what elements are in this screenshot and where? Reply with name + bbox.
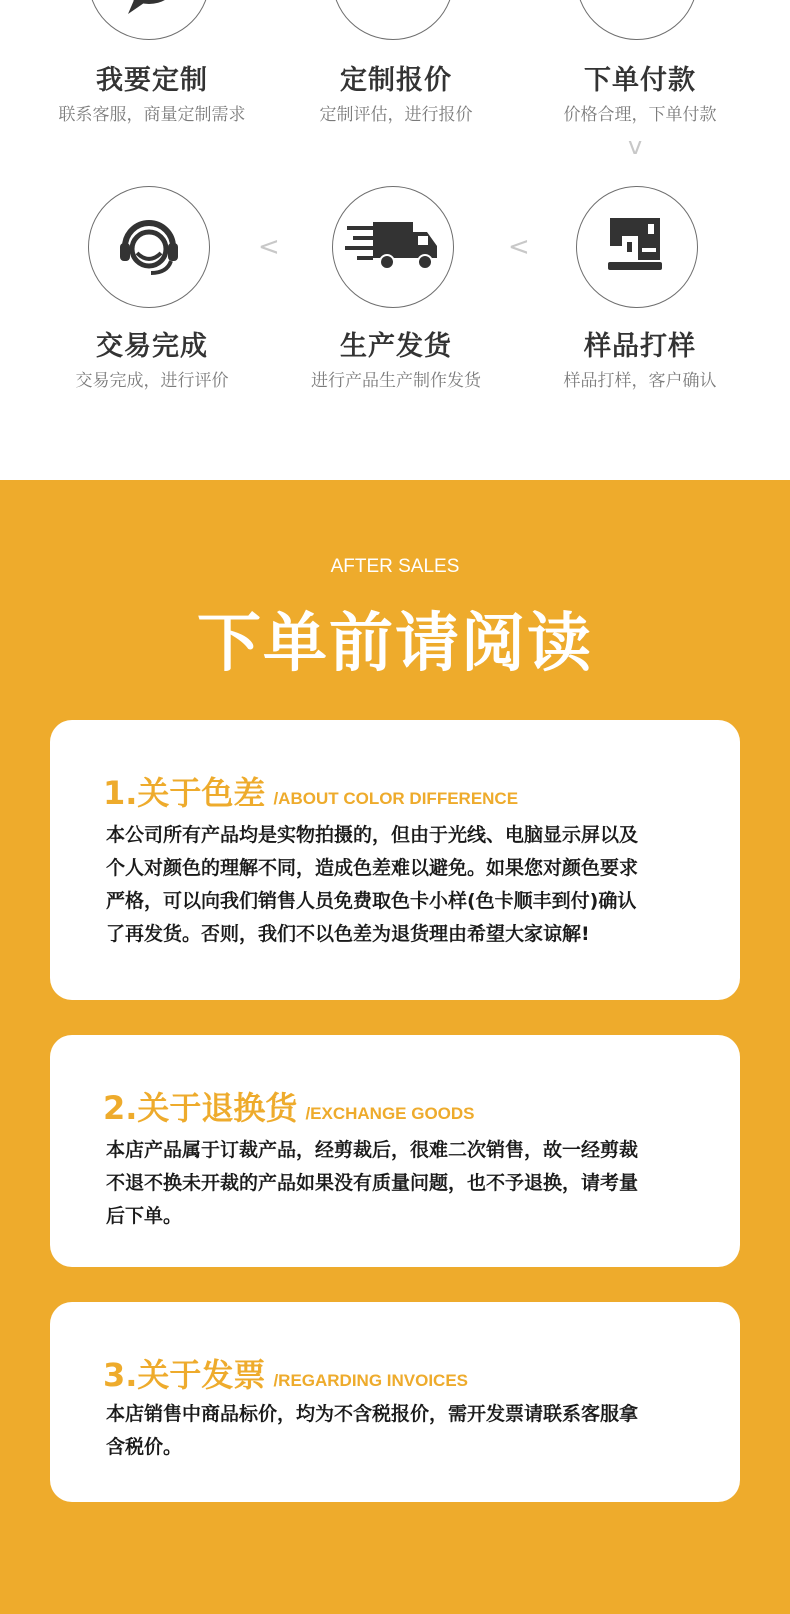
card-heading — [103, 1350, 468, 1396]
step-title: 交易完成 — [96, 331, 208, 362]
step-title: 定制报价 — [340, 65, 452, 96]
notice-card-invoice — [50, 1302, 740, 1502]
price-tag-icon — [358, 0, 428, 34]
step-title: 生产发货 — [340, 331, 452, 362]
step-desc: 价格合理，下单付款 — [563, 105, 717, 125]
chat-bubble-icon-circle — [88, 0, 210, 40]
left-arrow: < — [508, 232, 530, 262]
card-heading-en: /EXCHANGE GOODS — [305, 1104, 475, 1123]
delivery-truck-icon — [345, 212, 441, 282]
card-heading-cn: 1.关于色差 — [103, 774, 266, 812]
step-title: 样品打样 — [584, 331, 696, 362]
sewing-machine-icon — [602, 212, 672, 282]
price-tag-icon-circle — [332, 0, 454, 40]
after-sales-title: 下单前请阅读 — [197, 607, 593, 681]
card-heading — [103, 768, 518, 814]
left-arrow: < — [258, 232, 280, 262]
card-line: 后下单。 — [106, 1205, 183, 1227]
sewing-machine-icon-circle — [576, 186, 698, 308]
after-sales-section — [0, 480, 790, 1614]
card-heading-en: /REGARDING INVOICES — [273, 1371, 469, 1390]
process-section — [0, 0, 790, 480]
card-heading-cn: 2.关于退换货 — [103, 1089, 298, 1127]
after-sales-subtitle: AFTER SALES — [330, 556, 460, 577]
step-title: 下单付款 — [584, 65, 696, 96]
card-line: 含税价。 — [106, 1436, 183, 1458]
customer-service-icon-circle — [88, 186, 210, 308]
delivery-truck-icon-circle — [332, 186, 454, 308]
card-line: 严格，可以向我们销售人员免费取色卡小样(色卡顺丰到付)确认 — [106, 890, 637, 912]
card-body — [106, 1134, 696, 1233]
step-desc: 进行产品生产制作发货 — [311, 371, 481, 391]
step-title: 我要定制 — [96, 65, 208, 96]
card-line: 不退不换未开裁的产品如果没有质量问题，也不予退换，请考量 — [106, 1172, 639, 1194]
card-heading — [103, 1083, 475, 1129]
step-desc: 交易完成，进行评价 — [75, 371, 229, 391]
notice-card-exchange — [50, 1035, 740, 1267]
card-line: 本店销售中商品标价，均为不含税报价，需开发票请联系客服拿 — [106, 1403, 639, 1425]
chat-bubble-icon — [114, 0, 184, 34]
step-desc: 样品打样，客户确认 — [563, 371, 717, 391]
down-arrow: v — [628, 132, 643, 160]
card-heading-en: /ABOUT COLOR DIFFERENCE — [273, 789, 519, 808]
card-line: 本公司所有产品均是实物拍摄的，但由于光线、电脑显示屏以及 — [106, 824, 639, 846]
card-heading-cn: 3.关于发票 — [103, 1356, 266, 1394]
cart-icon — [602, 0, 672, 34]
customer-service-icon — [111, 209, 187, 285]
card-body — [106, 1398, 696, 1464]
card-line: 本店产品属于订裁产品，经剪裁后，很难二次销售，故一经剪裁 — [106, 1139, 639, 1161]
notice-card-color — [50, 720, 740, 1000]
card-line: 个人对颜色的理解不同，造成色差难以避免。如果您对颜色要求 — [106, 857, 639, 879]
card-body — [106, 819, 696, 951]
cart-icon-circle — [576, 0, 698, 40]
step-desc: 定制评估，进行报价 — [319, 105, 473, 125]
card-line: 了再发货。否则，我们不以色差为退货理由希望大家谅解! — [106, 923, 590, 945]
step-desc: 联系客服，商量定制需求 — [58, 105, 246, 125]
